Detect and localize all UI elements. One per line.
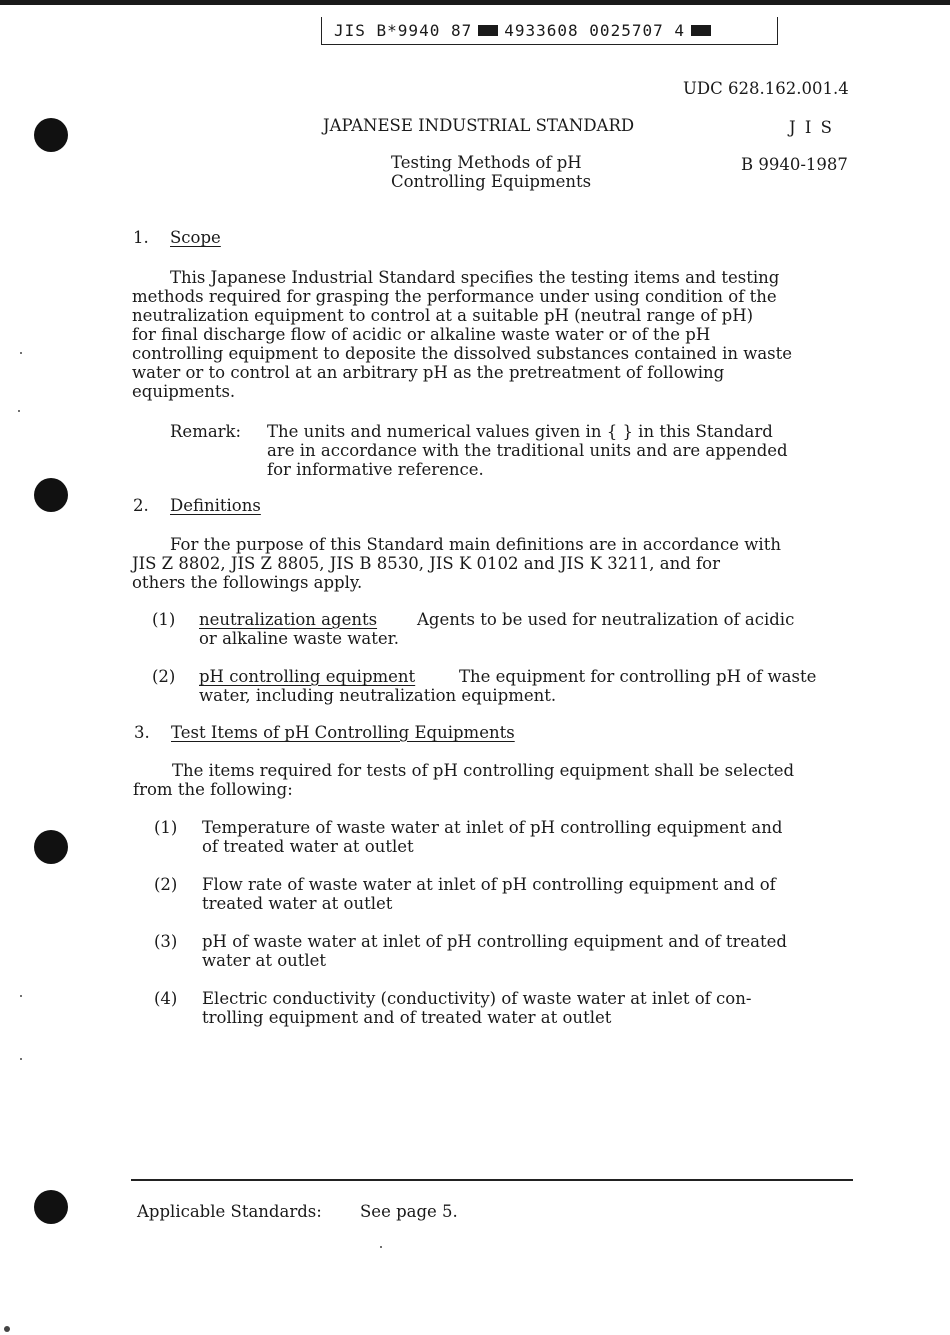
- id-code-part-2: 4933608 0025707 4: [504, 21, 685, 40]
- section-title: Definitions: [170, 496, 261, 515]
- definition-text-line-1: Agents to be used for neutralization of acidic: [417, 610, 795, 629]
- id-code-part-1: JIS B*9940 87: [334, 21, 473, 40]
- test-item-text: Flow rate of waste water at inlet of pH controlling equipment and of treated water at outlet: [202, 875, 776, 913]
- scan-speck: [20, 1058, 22, 1060]
- footnote-divider: [131, 1179, 853, 1181]
- punch-hole-icon: [34, 1190, 68, 1224]
- organization-title: JAPANESE INDUSTRIAL STANDARD: [323, 116, 635, 135]
- barcode-block-icon: [478, 25, 498, 36]
- scope-paragraph: This Japanese Industrial Standard specifies the testing items and testing methods required for grasping the performance under using condition of the neutralization equipment to control at a suitable pH (neutral range of pH) for final discharge flow of acidic or alkaline waste water or of the pH controlling equipment to deposite the dissolved substances contained in waste water or to control at an arbitrary pH as the pretreatment of following equipments.: [132, 268, 793, 401]
- remark-label: Remark:: [170, 422, 242, 441]
- udc-code: UDC 628.162.001.4: [683, 79, 849, 98]
- document-id-code: [321, 17, 778, 45]
- test-item-text: Temperature of waste water at inlet of pH controlling equipment and of treated water at outlet: [202, 818, 783, 856]
- item-number: (1): [152, 610, 176, 629]
- section-1-heading: [133, 228, 221, 247]
- test-items-intro: The items required for tests of pH controlling equipment shall be selected from the following:: [133, 761, 795, 799]
- punch-hole-icon: [34, 478, 68, 512]
- section-3-heading: [134, 723, 515, 742]
- punch-hole-icon: [34, 118, 68, 152]
- section-2-heading: [133, 496, 261, 515]
- item-number: (2): [154, 875, 178, 894]
- scan-speck: [18, 410, 20, 412]
- remark-text: The units and numerical values given in { } in this Standard are in accordance with the traditional units and are appended for informative reference.: [267, 422, 788, 479]
- item-number: (3): [154, 932, 178, 951]
- definition-text-line-1: The equipment for controlling pH of waste: [459, 667, 817, 686]
- jis-label: J I S: [789, 118, 834, 137]
- item-number: (4): [154, 989, 178, 1008]
- definition-text-line-2: water, including neutralization equipment.: [199, 686, 557, 705]
- definition-term: pH controlling equipment: [199, 667, 416, 686]
- applicable-standards-value: See page 5.: [360, 1202, 458, 1221]
- top-rule: [0, 0, 950, 5]
- test-item-text: pH of waste water at inlet of pH controlling equipment and of treated water at outlet: [202, 932, 787, 970]
- section-number: 1.: [133, 228, 149, 247]
- standard-title-line-1: Testing Methods of pH: [391, 153, 582, 172]
- applicable-standards-label: Applicable Standards:: [137, 1202, 322, 1221]
- punch-hole-icon: [34, 830, 68, 864]
- section-number: 3.: [134, 723, 150, 742]
- scan-speck: [4, 1326, 10, 1332]
- scan-speck: [20, 995, 22, 997]
- definition-text-line-2: or alkaline waste water.: [199, 629, 399, 648]
- section-title: Scope: [170, 228, 221, 247]
- section-number: 2.: [133, 496, 149, 515]
- item-number: (2): [152, 667, 176, 686]
- scan-speck: [20, 352, 22, 354]
- definition-term: neutralization agents: [199, 610, 378, 629]
- test-item-text: Electric conductivity (conductivity) of waste water at inlet of con- trolling equipment and of treated water at outlet: [202, 989, 752, 1027]
- scan-speck: [380, 1246, 382, 1248]
- item-number: (1): [154, 818, 178, 837]
- barcode-block-icon: [691, 25, 711, 36]
- section-title: Test Items of pH Controlling Equipments: [171, 723, 515, 742]
- definitions-intro: For the purpose of this Standard main definitions are in accordance with JIS Z 8802, JIS Z 8805, JIS B 8530, JIS K 0102 and JIS K 3211, and for others the followings apply.: [132, 535, 781, 592]
- standard-number: B 9940-1987: [741, 155, 848, 174]
- standard-title-line-2: Controlling Equipments: [391, 172, 592, 191]
